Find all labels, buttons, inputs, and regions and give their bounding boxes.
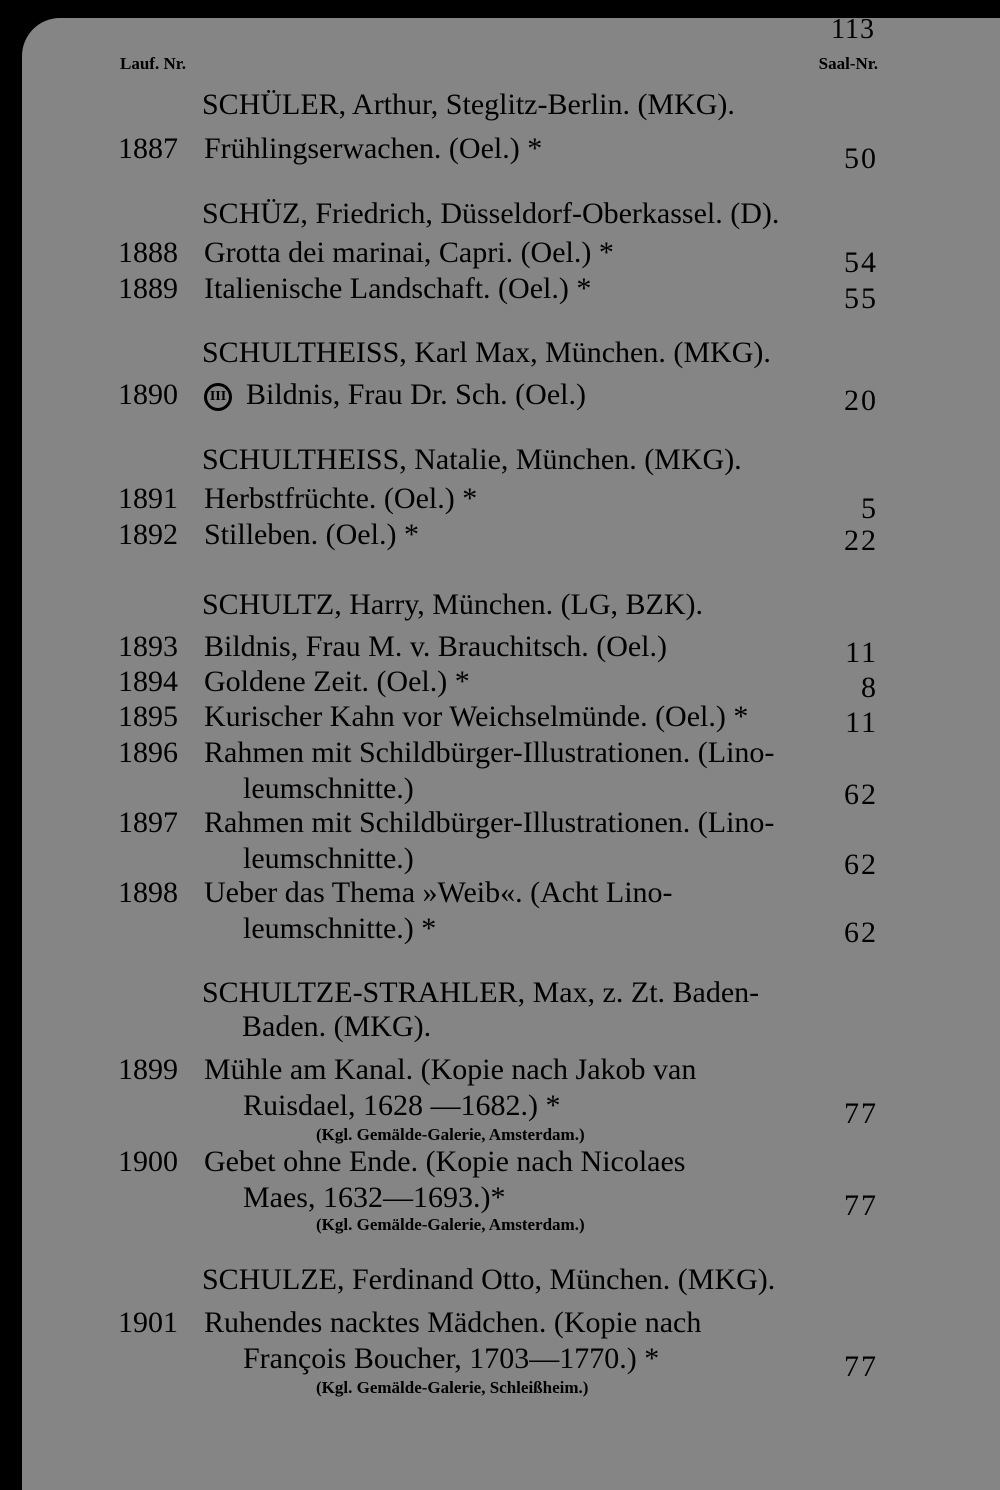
entry-number: 1896 — [118, 736, 178, 769]
artist-heading: SCHULTHEISS, Karl Max, München. (MKG). — [202, 336, 771, 369]
entry-title: Gebet ohne Ende. (Kopie nach Nicolaes — [204, 1145, 686, 1178]
collection-note: (Kgl. Gemälde-Galerie, Amsterdam.) — [316, 1215, 585, 1234]
entry-title-cont: Ruisdael, 1628 —1682.) * — [243, 1089, 561, 1122]
saal-number: 11 — [845, 706, 878, 739]
artist-heading: SCHULTHEISS, Natalie, München. (MKG). — [202, 443, 742, 476]
entry-number: 1901 — [118, 1306, 178, 1339]
entry-title: Ruhendes nacktes Mädchen. (Kopie nach — [204, 1306, 702, 1339]
artist-heading: SCHÜLER, Arthur, Steglitz-Berlin. (MKG). — [202, 88, 735, 121]
artist-heading: SCHULTZ, Harry, München. (LG, BZK). — [202, 588, 704, 621]
entry-number: 1895 — [118, 700, 178, 733]
entry-number: 1887 — [118, 132, 178, 165]
entry-title: Ueber das Thema »Weib«. (Acht Lino- — [204, 876, 673, 909]
entry-title: Herbstfrüchte. (Oel.) * — [204, 482, 478, 515]
artist-heading: SCHÜZ, Friedrich, Düsseldorf-Oberkassel. (D). — [202, 197, 780, 230]
entry-number: 1897 — [118, 806, 178, 839]
saal-number: 5 — [861, 492, 878, 525]
entry-number: 1900 — [118, 1145, 178, 1178]
lauf-nr-header: Lauf. Nr. — [120, 54, 186, 73]
entry-title: Goldene Zeit. (Oel.) * — [204, 665, 470, 698]
artist-heading: SCHULZE, Ferdinand Otto, München. (MKG). — [202, 1263, 776, 1296]
saal-number: 62 — [844, 916, 878, 949]
entry-title: Mühle am Kanal. (Kopie nach Jakob van — [204, 1053, 697, 1086]
entry-number: 1891 — [118, 482, 178, 515]
entry-title: Bildnis, Frau M. v. Brauchitsch. (Oel.) — [204, 630, 667, 663]
page-number: 113 — [831, 14, 875, 45]
artist-heading: SCHULTZE-STRAHLER, Max, z. Zt. Baden- — [202, 976, 760, 1009]
artist-heading-cont: Baden. (MKG). — [242, 1010, 432, 1043]
saal-number: 62 — [844, 778, 878, 811]
entry-title: Italienische Landschaft. (Oel.) * — [204, 272, 592, 305]
saal-number: 77 — [844, 1097, 878, 1130]
saal-nr-header: Saal-Nr. — [818, 54, 878, 73]
entry-title-wrap — [204, 378, 586, 412]
saal-number: 11 — [845, 636, 878, 669]
entry-title-cont: leumschnitte.) — [243, 772, 414, 805]
collection-note: (Kgl. Gemälde-Galerie, Amsterdam.) — [316, 1125, 585, 1144]
saal-number: 20 — [844, 384, 878, 417]
entry-title: Rahmen mit Schildbürger-Illustrationen. (Lino- — [204, 736, 775, 769]
saal-number: 8 — [861, 671, 878, 704]
saal-number: 22 — [844, 524, 878, 557]
entry-title: Stilleben. (Oel.) * — [204, 518, 419, 551]
collection-note: (Kgl. Gemälde-Galerie, Schleißheim.) — [316, 1378, 589, 1397]
entry-title-cont: François Boucher, 1703—1770.) * — [243, 1342, 660, 1375]
entry-title: Bildnis, Frau Dr. Sch. (Oel.) — [246, 378, 586, 411]
entry-title-cont: leumschnitte.) — [243, 842, 414, 875]
entry-number: 1894 — [118, 665, 178, 698]
entry-number: 1890 — [118, 378, 178, 411]
entry-title-cont: leumschnitte.) * — [243, 912, 437, 945]
saal-number: 77 — [844, 1350, 878, 1383]
room-marker-icon: III — [204, 383, 232, 411]
saal-number: 50 — [844, 142, 878, 175]
entry-title-cont: Maes, 1632—1693.)* — [243, 1181, 506, 1214]
entry-number: 1899 — [118, 1053, 178, 1086]
entry-number: 1893 — [118, 630, 178, 663]
entry-number: 1898 — [118, 876, 178, 909]
entry-title: Grotta dei marinai, Capri. (Oel.) * — [204, 236, 614, 269]
entry-number: 1892 — [118, 518, 178, 551]
entry-number: 1888 — [118, 236, 178, 269]
saal-number: 62 — [844, 848, 878, 881]
entry-title: Frühlingserwachen. (Oel.) * — [204, 132, 543, 165]
saal-number: 77 — [844, 1189, 878, 1222]
entry-title: Rahmen mit Schildbürger-Illustrationen. (Lino- — [204, 806, 775, 839]
saal-number: 55 — [844, 282, 878, 315]
entry-number: 1889 — [118, 272, 178, 305]
entry-title: Kurischer Kahn vor Weichselmünde. (Oel.) * — [204, 700, 749, 733]
saal-number: 54 — [844, 246, 878, 279]
